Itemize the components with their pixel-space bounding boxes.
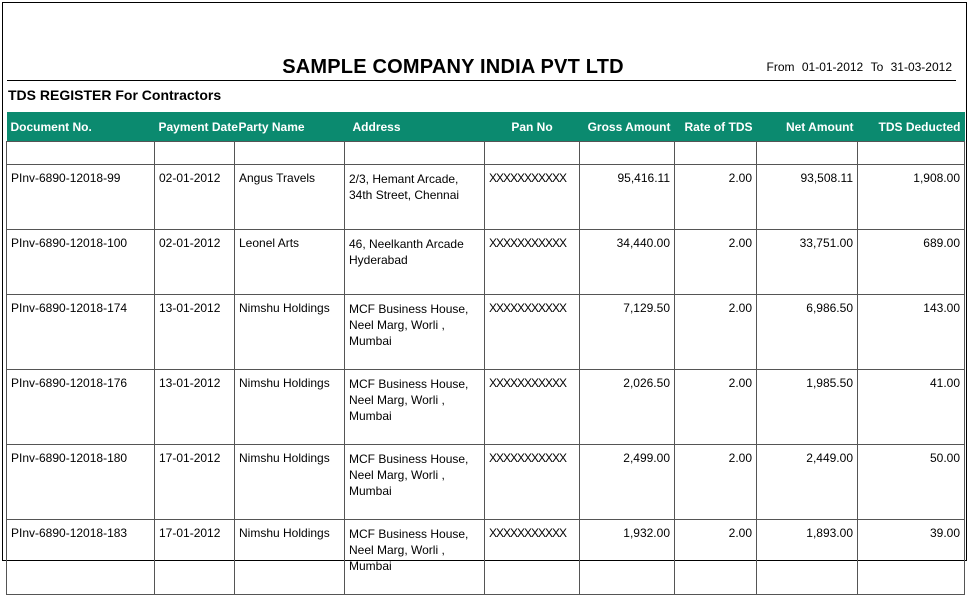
gross-amount: 1,932.00 xyxy=(580,520,675,595)
party-name: Leonel Arts xyxy=(235,230,345,295)
payment-date: 13-01-2012 xyxy=(155,295,235,370)
address: MCF Business House, Neel Marg, Worli , Mumbai xyxy=(345,370,485,445)
from-label: From xyxy=(766,60,795,74)
net-amount: 6,986.50 xyxy=(757,295,858,370)
gross-amount: 95,416.11 xyxy=(580,165,675,230)
tds-deducted: 689.00 xyxy=(858,230,965,295)
document-no: PInv-6890-12018-174 xyxy=(7,295,155,370)
gross-amount: 7,129.50 xyxy=(580,295,675,370)
party-name: Nimshu Holdings xyxy=(235,445,345,520)
from-date: 01-01-2012 xyxy=(801,60,864,74)
payment-date: 13-01-2012 xyxy=(155,370,235,445)
col-address[interactable]: Address xyxy=(345,112,485,142)
table-row[interactable] xyxy=(7,230,965,295)
tds-deducted: 50.00 xyxy=(858,445,965,520)
party-name: Angus Travels xyxy=(235,165,345,230)
payment-date: 02-01-2012 xyxy=(155,165,235,230)
document-no: PInv-6890-12018-176 xyxy=(7,370,155,445)
company-name: SAMPLE COMPANY INDIA PVT LTD xyxy=(282,56,624,78)
address: 46, Neelkanth Arcade Hyderabad xyxy=(345,230,485,295)
document-no: PInv-6890-12018-100 xyxy=(7,230,155,295)
pan-no: XXXXXXXXXXX xyxy=(485,230,580,295)
rate-of-tds: 2.00 xyxy=(675,165,757,230)
address: MCF Business House, Neel Marg, Worli , Mumbai xyxy=(345,520,485,595)
payment-date: 17-01-2012 xyxy=(155,445,235,520)
col-tds-deducted[interactable]: TDS Deducted xyxy=(858,112,965,142)
rate-of-tds: 2.00 xyxy=(675,295,757,370)
document-no: PInv-6890-12018-99 xyxy=(7,165,155,230)
col-gross-amount[interactable]: Gross Amount xyxy=(580,112,675,142)
address: 2/3, Hemant Arcade, 34th Street, Chennai xyxy=(345,165,485,230)
table-row[interactable] xyxy=(7,165,965,230)
address: MCF Business House, Neel Marg, Worli , Mumbai xyxy=(345,445,485,520)
pan-no: XXXXXXXXXXX xyxy=(485,295,580,370)
party-name: Nimshu Holdings xyxy=(235,295,345,370)
table-row[interactable] xyxy=(7,370,965,445)
col-net-amount[interactable]: Net Amount xyxy=(757,112,858,142)
table-row[interactable] xyxy=(7,295,965,370)
header-row xyxy=(7,112,965,142)
document-no: PInv-6890-12018-180 xyxy=(7,445,155,520)
gross-amount: 2,499.00 xyxy=(580,445,675,520)
pan-no: XXXXXXXXXXX xyxy=(485,165,580,230)
net-amount: 1,893.00 xyxy=(757,520,858,595)
col-document-no[interactable]: Document No. xyxy=(7,112,155,142)
pan-no: XXXXXXXXXXX xyxy=(485,520,580,595)
rate-of-tds: 2.00 xyxy=(675,230,757,295)
pan-no: XXXXXXXXXXX xyxy=(485,445,580,520)
report-page xyxy=(2,2,967,573)
to-label: To xyxy=(870,60,884,74)
col-payment-date[interactable]: Payment Date xyxy=(155,112,235,142)
rate-of-tds: 2.00 xyxy=(675,370,757,445)
blank-row xyxy=(7,142,965,165)
pan-no: XXXXXXXXXXX xyxy=(485,370,580,445)
col-pan-no[interactable]: Pan No xyxy=(485,112,580,142)
col-party-name[interactable]: Party Name xyxy=(235,112,345,142)
tds-deducted: 1,908.00 xyxy=(858,165,965,230)
tds-deducted: 143.00 xyxy=(858,295,965,370)
gross-amount: 34,440.00 xyxy=(580,230,675,295)
party-name: Nimshu Holdings xyxy=(235,520,345,595)
header-divider xyxy=(7,80,956,81)
party-name: Nimshu Holdings xyxy=(235,370,345,445)
tds-deducted: 39.00 xyxy=(858,520,965,595)
address: MCF Business House, Neel Marg, Worli , Mumbai xyxy=(345,295,485,370)
to-date: 31-03-2012 xyxy=(890,60,952,74)
payment-date: 02-01-2012 xyxy=(155,230,235,295)
net-amount: 33,751.00 xyxy=(757,230,858,295)
net-amount: 2,449.00 xyxy=(757,445,858,520)
rate-of-tds: 2.00 xyxy=(675,520,757,595)
net-amount: 93,508.11 xyxy=(757,165,858,230)
rate-of-tds: 2.00 xyxy=(675,445,757,520)
report-title: TDS REGISTER For Contractors xyxy=(8,87,222,103)
tds-register-table xyxy=(6,112,965,595)
net-amount: 1,985.50 xyxy=(757,370,858,445)
date-range xyxy=(765,60,955,74)
table-row[interactable] xyxy=(7,520,965,595)
gross-amount: 2,026.50 xyxy=(580,370,675,445)
col-rate-of-tds[interactable]: Rate of TDS xyxy=(675,112,757,142)
document-no: PInv-6890-12018-183 xyxy=(7,520,155,595)
payment-date: 17-01-2012 xyxy=(155,520,235,595)
table-row[interactable] xyxy=(7,445,965,520)
tds-deducted: 41.00 xyxy=(858,370,965,445)
